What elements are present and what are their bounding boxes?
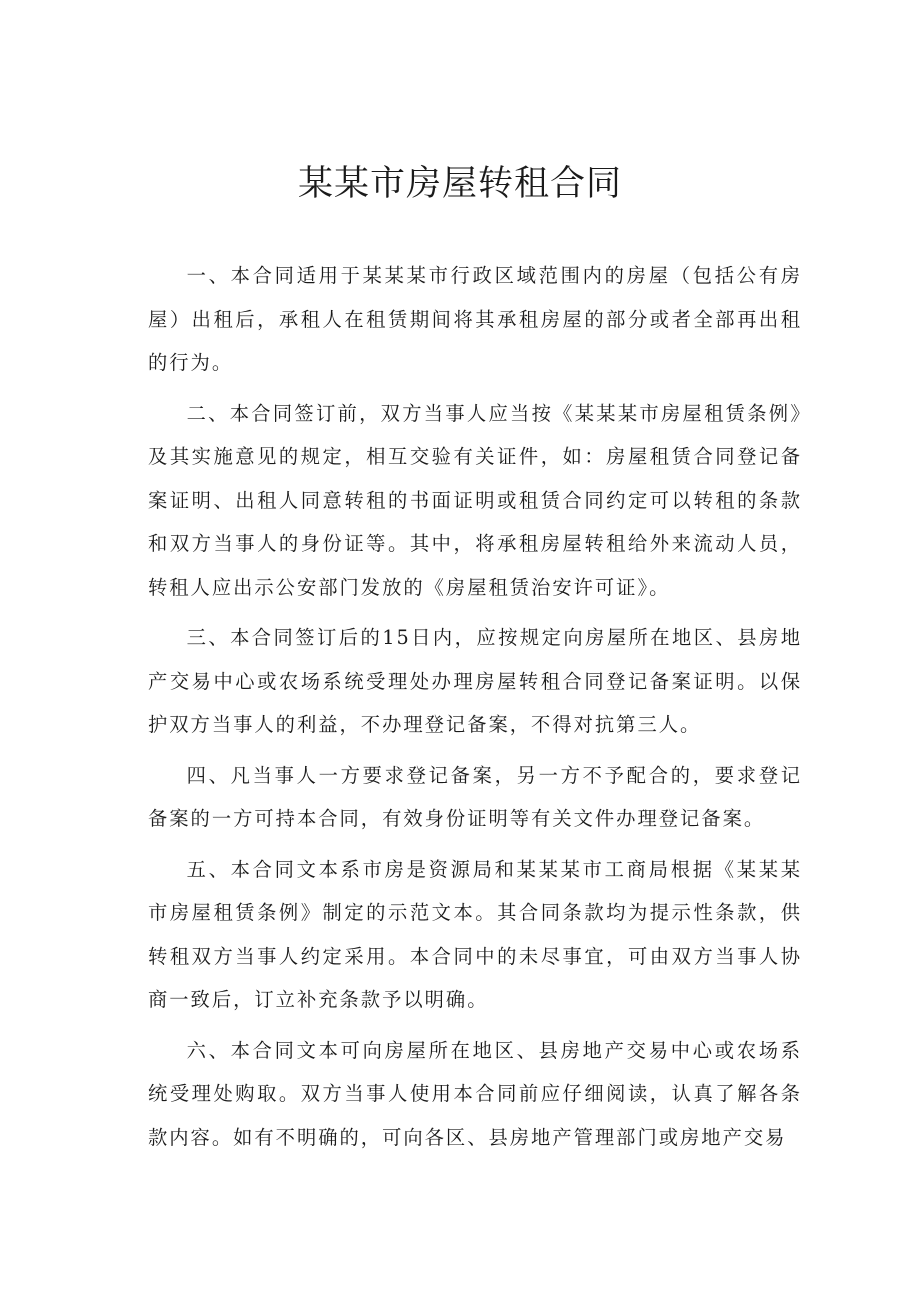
paragraph-2: 二、本合同签订前，双方当事人应当按《某某某市房屋租赁条例》及其实施意见的规定，相互交验有关证件，如：房屋租赁合同登记备案证明、出租人同意转租的书面证明或租赁合同约定可以转租的条款和双方当事人的身份证等。其中，将承租房屋转租给外来流动人员，转租人应出示公安部门发放的《房屋租赁治安许可证》。 [148, 401, 802, 599]
document-body [148, 254, 802, 1166]
paragraph-1: 一、本合同适用于某某某市行政区域范围内的房屋（包括公有房屋）出租后，承租人在租赁期间将其承租房屋的部分或者全部再出租的行为。 [148, 264, 802, 374]
paragraph-4: 四、凡当事人一方要求登记备案，另一方不予配合的，要求登记备案的一方可持本合同，有效身份证明等有关文件办理登记备案。 [148, 763, 802, 830]
paragraph-6: 六、本合同文本可向房屋所在地区、县房地产交易中心或农场系统受理处购取。双方当事人使用本合同前应仔细阅读，认真了解各条款内容。如有不明确的，可向各区、县房地产管理部门或房地产交易 [148, 1038, 802, 1149]
paragraph-3: 三、本合同签订后的15日内，应按规定向房屋所在地区、县房地产交易中心或农场系统受理处办理房屋转租合同登记备案证明。以保护双方当事人的利益，不办理登记备案，不得对抗第三人。 [148, 626, 802, 736]
document-title: 某某市房屋转租合同 [297, 164, 622, 204]
paragraph-5: 五、本合同文本系市房是资源局和某某某市工商局根据《某某某市房屋租赁条例》制定的示范文本。其合同条款均为提示性条款，供转租双方当事人约定采用。本合同中的未尽事宜，可由双方当事人协商一致后，订立补充条款予以明确。 [148, 857, 802, 1011]
